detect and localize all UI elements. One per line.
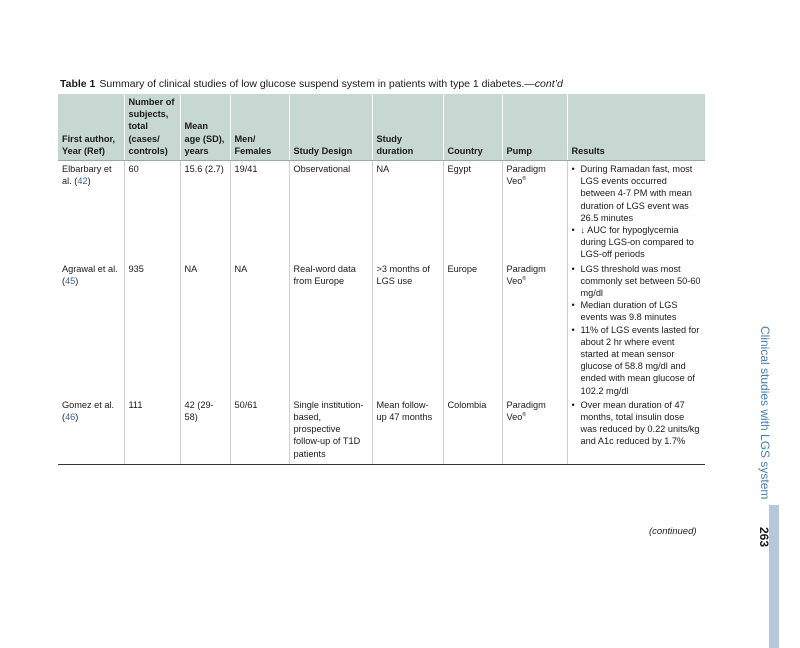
- page-number: 263: [757, 527, 771, 548]
- cell-results: [567, 397, 705, 465]
- result-item: • ↓ AUC for hypoglycemia during LGS-on compared to LGS-off periods: [572, 224, 702, 261]
- header-results: Results: [567, 94, 705, 161]
- reference-link[interactable]: 45: [65, 275, 76, 286]
- header-subjects: Number of subjects, total (cases/ controls): [124, 94, 180, 161]
- cell-duration: Mean follow-up 47 months: [372, 397, 443, 465]
- cell-subjects: 111: [124, 397, 180, 465]
- reference-link[interactable]: 46: [65, 412, 76, 423]
- table-label: Table 1: [60, 78, 96, 90]
- header-age: Mean age (SD), years: [180, 94, 230, 161]
- cell-design: Observational: [289, 161, 372, 261]
- cell-author: Gomez et al. (46): [58, 397, 124, 465]
- cell-results: [567, 161, 705, 261]
- header-sex: Men/ Females: [230, 94, 289, 161]
- cell-duration: NA: [372, 161, 443, 261]
- continued-note: (continued): [649, 526, 697, 537]
- cell-sex: 50/61: [230, 397, 289, 465]
- result-item: • Median duration of LGS events was 9.8 minutes: [572, 299, 702, 323]
- cell-country: Europe: [443, 261, 502, 397]
- result-item: • 11% of LGS events lasted for about 2 hr where event started at mean sensor glucose of 58.8 mg/dl and ended with mean glucose of 102.2 mg/dl: [572, 324, 702, 397]
- cell-age: 15.6 (2.7): [180, 161, 230, 261]
- cell-sex: NA: [230, 261, 289, 397]
- header-author: First author, Year (Ref): [58, 94, 124, 161]
- header-pump: Pump: [502, 94, 567, 161]
- table-header-row: [58, 94, 705, 161]
- cell-pump: Paradigm Veo®: [502, 397, 567, 465]
- cell-pump: Paradigm Veo®: [502, 261, 567, 397]
- cell-age: 42 (29-58): [180, 397, 230, 465]
- cell-subjects: 60: [124, 161, 180, 261]
- cell-country: Colombia: [443, 397, 502, 465]
- running-title: Clinical studies with LGS system: [758, 326, 772, 500]
- table-caption: [60, 78, 563, 90]
- cell-design: Single institution-based, prospective follow-up of T1D patients: [289, 397, 372, 465]
- registered-mark: ®: [522, 412, 527, 419]
- result-item: • LGS threshold was most commonly set between 50-60 mg/dl: [572, 263, 702, 300]
- header-country: Country: [443, 94, 502, 161]
- cell-duration: >3 months of LGS use: [372, 261, 443, 397]
- header-duration: Study duration: [372, 94, 443, 161]
- result-item: • Over mean duration of 47 months, total insulin dose was reduced by 0.22 units/kg and A1c reduced by 1.7%: [572, 399, 702, 448]
- cell-age: NA: [180, 261, 230, 397]
- registered-mark: ®: [522, 275, 527, 282]
- cell-author: Agrawal et al. (45): [62, 263, 118, 286]
- cell-sex: 19/41: [230, 161, 289, 261]
- cell-author: Elbarbary et al. (42): [62, 164, 112, 187]
- table-row: [58, 397, 705, 465]
- table-caption-text: Summary of clinical studies of low glucose suspend system in patients with type 1 diabetes.: [99, 78, 525, 90]
- clinical-studies-table: [58, 94, 705, 465]
- cell-country: Egypt: [443, 161, 502, 261]
- registered-mark: ®: [522, 176, 527, 183]
- results-list: [572, 263, 702, 397]
- table-row: [58, 261, 705, 397]
- results-list: [572, 163, 702, 261]
- cell-results: [567, 261, 705, 397]
- header-design: Study Design: [289, 94, 372, 161]
- cell-design: Real-word data from Europe: [289, 261, 372, 397]
- table-caption-contd: —cont’d: [524, 78, 563, 90]
- results-list: [572, 399, 702, 448]
- result-item: • During Ramadan fast, most LGS events occurred between 4-7 PM with mean duration of LGS event was 26.5 minutes: [572, 163, 702, 224]
- reference-link[interactable]: 42: [77, 176, 88, 187]
- cell-pump: Paradigm Veo®: [502, 161, 567, 261]
- table-row: [58, 161, 705, 261]
- cell-subjects: 935: [124, 261, 180, 397]
